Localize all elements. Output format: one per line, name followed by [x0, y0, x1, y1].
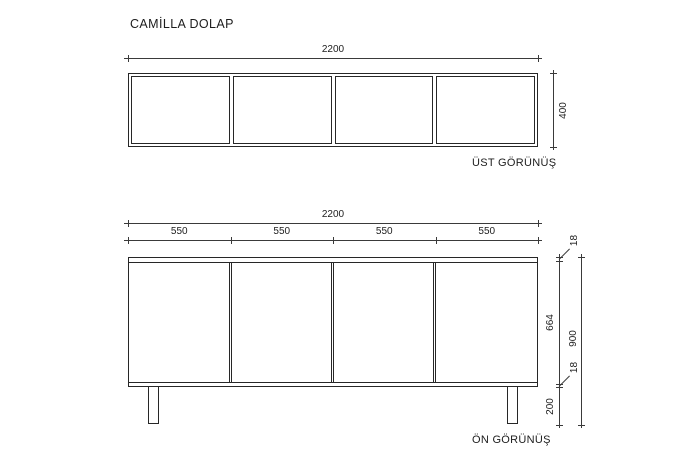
dim-tick — [538, 55, 539, 62]
front-view-width-dim-label: 2200 — [321, 209, 345, 220]
top-view-width-dim-line — [124, 58, 542, 59]
dim-tick — [128, 55, 129, 62]
top-view-depth-dim-line — [553, 70, 554, 150]
front-view-door-divider — [433, 262, 436, 382]
front-view-door-dim-label-4: 550 — [478, 226, 496, 237]
dim-tick — [556, 425, 563, 426]
front-view-door-dim-label-3: 550 — [375, 226, 393, 237]
dim-tick — [538, 220, 539, 227]
dim-tick — [556, 261, 563, 262]
front-view-right-leg — [507, 387, 518, 424]
front-view-door-divider — [331, 262, 334, 382]
top-view-compartment — [335, 76, 434, 144]
top-view-width-dim-label: 2200 — [321, 44, 345, 55]
dim-tick — [333, 237, 334, 244]
dim-tick — [578, 257, 585, 258]
dim-tick — [550, 147, 557, 148]
front-view-height-chain-line — [559, 254, 560, 428]
total-height-dim-label-wrap — [565, 316, 581, 360]
top-view-depth-dim-label-wrap — [555, 73, 571, 147]
leg-dim-label: 200 — [544, 397, 556, 415]
top-view-label: ÜST GÖRÜNÜŞ — [472, 157, 557, 169]
front-view-door-dim-label-1: 550 — [170, 226, 188, 237]
drawing-title: CAMİLLA DOLAP — [130, 17, 234, 31]
body-dim-label-wrap — [542, 290, 558, 354]
bottom-panel-leader-line — [559, 376, 570, 387]
top-panel-dim-label-wrap — [567, 230, 583, 250]
top-view-outline — [128, 73, 538, 147]
front-view-total-height-dim-line — [581, 254, 582, 428]
top-panel-dim-label: 18 — [569, 234, 581, 246]
dim-tick — [231, 237, 232, 244]
dim-tick — [538, 237, 539, 244]
dim-tick — [436, 237, 437, 244]
top-view-compartment — [436, 76, 535, 144]
body-dim-label: 664 — [544, 313, 556, 331]
front-view-left-leg — [148, 387, 159, 424]
bottom-panel-dim-label: 18 — [569, 361, 581, 373]
top-view-depth-dim-label: 400 — [557, 101, 569, 119]
total-height-dim-label: 900 — [567, 329, 579, 347]
dim-tick — [578, 425, 585, 426]
top-panel-leader-line — [559, 249, 570, 260]
top-view-compartments — [131, 76, 535, 144]
leg-dim-label-wrap — [542, 387, 558, 425]
front-view-width-dim-line — [124, 223, 542, 224]
front-view-door-dim-label-2: 550 — [273, 226, 291, 237]
dim-tick — [128, 237, 129, 244]
front-view-door-divider — [229, 262, 232, 382]
top-view-compartment — [233, 76, 332, 144]
top-view-compartment — [131, 76, 230, 144]
front-view-label: ÖN GÖRÜNÜŞ — [472, 434, 551, 446]
front-view-outline — [128, 257, 538, 387]
front-view-door-dim-line — [124, 240, 542, 241]
